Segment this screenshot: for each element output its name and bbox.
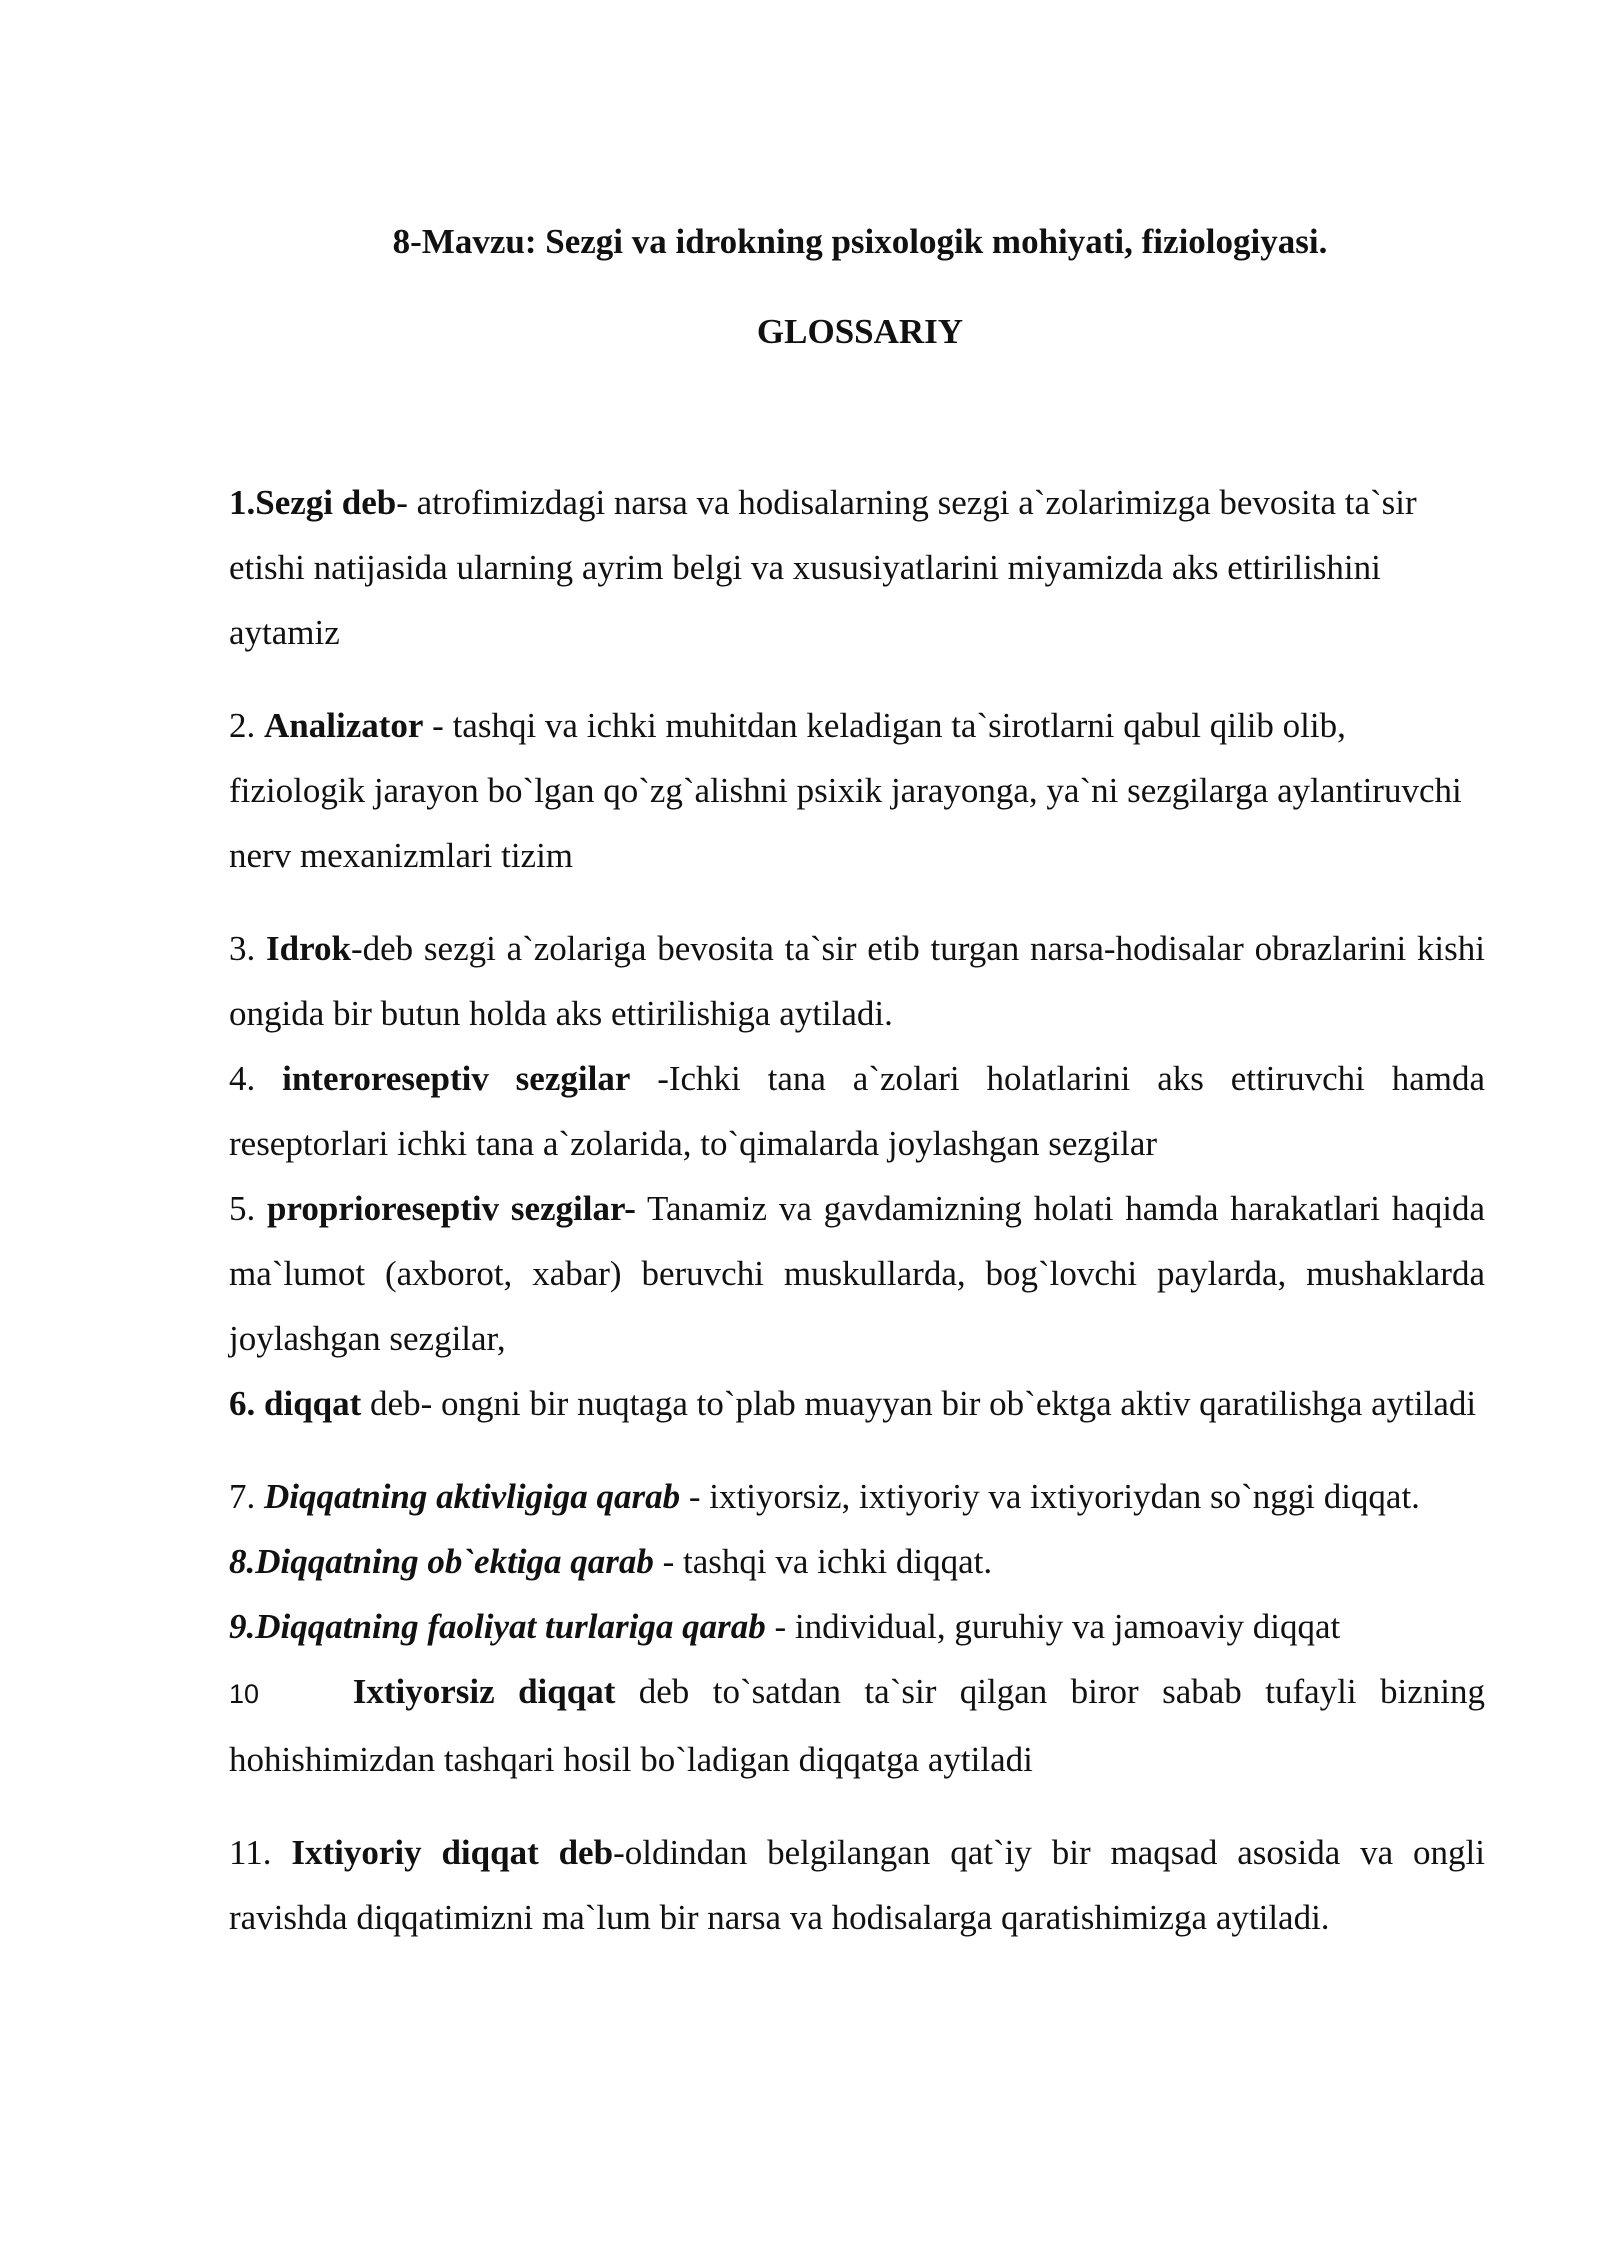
entry-number: 3. — [229, 929, 266, 968]
entry-definition: -oldindan belgilangan qat`iy bir maqsad asosida va ongli ravishda diqqatimizni ma`lum bir narsa va hodisalarga qaratishimizga aytiladi. — [229, 1833, 1485, 1937]
glossary-entry-6 — [229, 1371, 1485, 1436]
entry-number: 8. — [229, 1542, 256, 1581]
glossary-entry-11 — [229, 1820, 1485, 1950]
entry-number: 5. — [229, 1189, 268, 1228]
entry-term: interoreseptiv sezgilar — [282, 1059, 631, 1098]
glossary-list — [229, 470, 1485, 1950]
glossary-entry-10 — [229, 1659, 1485, 1792]
entry-number: 11. — [229, 1833, 292, 1872]
glossary-entry-7 — [229, 1464, 1485, 1529]
entry-term: Diqqatning faoliyat turlariga qarab — [255, 1607, 766, 1646]
entry-definition: - tashqi va ichki diqqat. — [653, 1542, 993, 1581]
entry-number: 1. — [229, 483, 256, 522]
entry-definition: - ixtiyorsiz, ixtiyoriy va ixtiyoriydan so`nggi diqqat. — [680, 1477, 1420, 1516]
entry-definition: -Ichki tana a`zolari holatlarini aks ettiruvchi hamda reseptorlari ichki tana a`zolarida, to`qimalarda joylashgan sezgilar — [229, 1059, 1485, 1163]
entry-term: Ixtiyoriy diqqat deb — [291, 1833, 614, 1872]
entry-term: Idrok — [266, 929, 351, 968]
entry-definition: deb to`satdan ta`sir qilgan biror sabab tufayli bizning hohishimizdan tashqari hosil bo`ladigan diqqatga aytiladi — [229, 1672, 1485, 1779]
glossary-entry-5 — [229, 1176, 1485, 1371]
glossary-entry-3 — [229, 916, 1485, 1046]
entry-definition: - tashqi va ichki muhitdan keladigan ta`sirotlarni qabul qilib olib, fiziologik jarayon bo`lgan qo`zg`alishni psixik jarayonga, ya`ni sezgilarga aylantiruvchi nerv mexanizmlari tizim — [229, 706, 1462, 875]
entry-number: 10 — [229, 1679, 260, 1709]
page-title: 8-Mavzu: Sezgi va idrokning psixologik mohiyati, fiziologiyasi. — [392, 222, 1328, 261]
glossary-entry-1 — [229, 470, 1485, 665]
glossary-entry-9 — [229, 1594, 1485, 1659]
glossary-entry-2 — [229, 693, 1485, 888]
entry-number: 2. — [229, 706, 264, 745]
glossary-heading: GLOSSARIY — [756, 312, 964, 351]
entry-term: diqqat — [264, 1384, 362, 1423]
entry-number: 7. — [229, 1477, 264, 1516]
entry-number: 4. — [229, 1059, 283, 1098]
entry-term: Sezgi deb — [255, 483, 397, 522]
entry-term: proprioreseptiv sezgilar- — [267, 1189, 636, 1228]
entry-term: Diqqatning ob`ektiga qarab — [255, 1542, 654, 1581]
entry-number: 9. — [229, 1607, 256, 1646]
glossary-entry-8 — [229, 1529, 1485, 1594]
entry-term: Diqqatning aktivligiga qarab — [264, 1477, 681, 1516]
entry-number: 6. — [229, 1384, 264, 1423]
entry-definition: -deb sezgi a`zolariga bevosita ta`sir etib turgan narsa-hodisalar obrazlarini kishi ongida bir butun holda aks ettirilishiga aytiladi. — [229, 929, 1485, 1033]
glossary-entry-4 — [229, 1046, 1485, 1176]
entry-definition: - atrofimizdagi narsa va hodisalarning sezgi a`zolarimizga bevosita ta`sir etishi natijasida ularning ayrim belgi va xususiyatlarini miyamizda aks ettirilishini aytamiz — [229, 483, 1417, 652]
entry-definition: Tanamiz va gavdamizning holati hamda harakatlari haqida ma`lumot (axborot, xabar) beruvchi muskullarda, bog`lovchi paylarda, mushaklarda joylashgan sezgilar, — [229, 1189, 1486, 1358]
entry-term: Ixtiyorsiz diqqat — [352, 1672, 616, 1711]
entry-term: Analizator — [264, 706, 424, 745]
entry-definition: deb- ongni bir nuqtaga to`plab muayyan bir ob`ektga aktiv qaratilishga aytiladi — [361, 1384, 1477, 1423]
entry-definition: - individual, guruhiy va jamoaviy diqqat — [765, 1607, 1341, 1646]
